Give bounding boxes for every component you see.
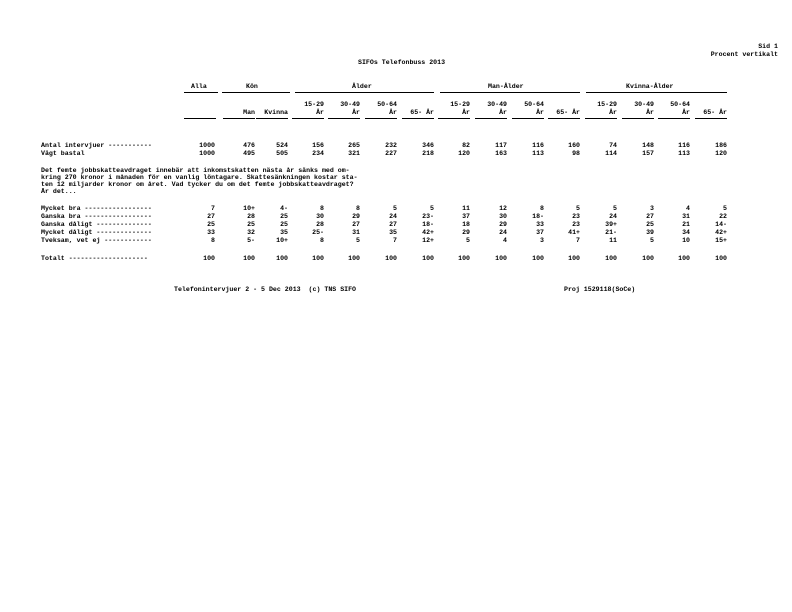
- response-row-label: Tveksam, vet ej ------------: [41, 237, 152, 244]
- response-cell: 24: [499, 229, 507, 236]
- footer-left: Telefonintervjuer 2 - 5 Dec 2013 (c) TNS SIFO: [174, 286, 357, 293]
- response-cell: 23: [572, 213, 580, 220]
- count-cell: 163: [495, 150, 507, 157]
- response-cell: 10+: [243, 205, 255, 212]
- column-header-label: 65- År: [556, 109, 580, 116]
- count-cell: 186: [715, 142, 727, 149]
- count-cell: 495: [243, 150, 255, 157]
- question-line: Är det...: [41, 188, 77, 195]
- count-cell: 232: [385, 142, 397, 149]
- column-header-label: Man: [243, 109, 255, 116]
- report-title: SIFOs Telefonbuss 2013: [358, 59, 446, 66]
- column-rule: [184, 118, 216, 119]
- count-cell: 148: [642, 142, 654, 149]
- response-cell: 24: [389, 213, 397, 220]
- response-cell: 30: [499, 213, 507, 220]
- response-cell: 5: [430, 205, 434, 212]
- response-cell: 7: [576, 237, 580, 244]
- column-rule: [585, 118, 617, 119]
- count-cell: 227: [385, 150, 397, 157]
- column-header-label: År: [682, 109, 690, 116]
- column-header-age: 30-49: [634, 101, 654, 108]
- response-cell: 27: [352, 221, 360, 228]
- response-cell: 3: [540, 237, 544, 244]
- column-header-label: År: [316, 109, 324, 116]
- column-header-label: År: [499, 109, 507, 116]
- response-cell: 18-: [422, 221, 434, 228]
- group-rule-man-alder: [440, 92, 580, 93]
- response-cell: 25: [247, 221, 255, 228]
- response-cell: 25: [280, 213, 288, 220]
- response-cell: 39: [646, 229, 654, 236]
- measure-label: Procent vertikalt: [710, 51, 778, 58]
- response-cell: 27: [646, 213, 654, 220]
- response-cell: 15+: [715, 237, 727, 244]
- response-cell: 29: [352, 213, 360, 220]
- column-header-age: 15-29: [450, 101, 470, 108]
- column-rule: [695, 118, 727, 119]
- column-rule: [402, 118, 434, 119]
- column-rule: [512, 118, 544, 119]
- count-cell: 117: [495, 142, 507, 149]
- response-cell: 37: [462, 213, 470, 220]
- response-cell: 23-: [422, 213, 434, 220]
- response-cell: 14-: [715, 221, 727, 228]
- column-header-label: Kvinna: [264, 109, 288, 116]
- count-cell: 1000: [199, 142, 215, 149]
- count-cell: 476: [243, 142, 255, 149]
- total-cell: 100: [495, 255, 507, 262]
- response-cell: 5: [466, 237, 470, 244]
- response-cell: 24: [609, 213, 617, 220]
- group-rule-kvinna-alder: [586, 92, 727, 93]
- column-header-label: År: [462, 109, 470, 116]
- count-cell: 157: [642, 150, 654, 157]
- column-header-label: År: [389, 109, 397, 116]
- response-cell: 28: [247, 213, 255, 220]
- response-cell: 27: [389, 221, 397, 228]
- response-cell: 5: [393, 205, 397, 212]
- response-cell: 41+: [568, 229, 580, 236]
- response-cell: 5: [723, 205, 727, 212]
- total-cell: 100: [276, 255, 288, 262]
- response-cell: 34: [682, 229, 690, 236]
- column-header-age: 50-64: [670, 101, 690, 108]
- response-cell: 7: [211, 205, 215, 212]
- response-cell: 12: [499, 205, 507, 212]
- count-cell: 116: [532, 142, 544, 149]
- total-cell: 100: [348, 255, 360, 262]
- count-cell: 116: [678, 142, 690, 149]
- column-header-label: 65- År: [703, 109, 727, 116]
- total-cell: 100: [385, 255, 397, 262]
- response-cell: 22: [719, 213, 727, 220]
- count-cell: 82: [462, 142, 470, 149]
- response-cell: 8: [320, 237, 324, 244]
- total-cell: 100: [422, 255, 434, 262]
- count-cell: 120: [458, 150, 470, 157]
- count-row-label: Antal intervjuer -----------: [41, 142, 152, 149]
- column-rule: [328, 118, 360, 119]
- count-cell: 1000: [199, 150, 215, 157]
- column-rule: [622, 118, 654, 119]
- response-cell: 8: [211, 237, 215, 244]
- total-cell: 100: [678, 255, 690, 262]
- response-cell: 4-: [280, 205, 288, 212]
- response-cell: 8: [320, 205, 324, 212]
- column-rule: [658, 118, 690, 119]
- total-cell: 100: [568, 255, 580, 262]
- column-header-age: 50-64: [377, 101, 397, 108]
- response-cell: 21-: [605, 229, 617, 236]
- total-cell: 100: [642, 255, 654, 262]
- response-cell: 4: [503, 237, 507, 244]
- response-cell: 31: [682, 213, 690, 220]
- group-rule-kon: [222, 92, 290, 93]
- count-row-label: Vägt bastal: [41, 150, 85, 157]
- response-row-label: Mycket dåligt --------------: [41, 229, 152, 236]
- column-header-age: 30-49: [487, 101, 507, 108]
- group-rule-alder: [295, 92, 434, 93]
- response-cell: 30: [316, 213, 324, 220]
- column-header-age: 15-29: [597, 101, 617, 108]
- total-cell: 100: [605, 255, 617, 262]
- response-cell: 18: [462, 221, 470, 228]
- total-row-label: Totalt --------------------: [41, 255, 148, 262]
- question-line: Det femte jobbskatteavdraget innebär att inkomstskatten nästa år sänks med om-: [41, 167, 350, 174]
- response-cell: 5: [576, 205, 580, 212]
- total-cell: 100: [243, 255, 255, 262]
- response-cell: 3: [650, 205, 654, 212]
- count-cell: 524: [276, 142, 288, 149]
- response-cell: 28: [316, 221, 324, 228]
- count-cell: 346: [422, 142, 434, 149]
- count-cell: 265: [348, 142, 360, 149]
- response-cell: 33: [207, 229, 215, 236]
- count-cell: 113: [532, 150, 544, 157]
- count-cell: 113: [678, 150, 690, 157]
- column-rule: [365, 118, 397, 119]
- column-rule: [292, 118, 324, 119]
- column-header-label: År: [536, 109, 544, 116]
- total-cell: 100: [532, 255, 544, 262]
- response-cell: 29: [499, 221, 507, 228]
- count-cell: 98: [572, 150, 580, 157]
- column-header-age: 50-64: [524, 101, 544, 108]
- response-cell: 7: [393, 237, 397, 244]
- response-cell: 32: [247, 229, 255, 236]
- count-cell: 218: [422, 150, 434, 157]
- count-cell: 160: [568, 142, 580, 149]
- response-cell: 35: [389, 229, 397, 236]
- response-cell: 5: [613, 205, 617, 212]
- column-rule: [223, 118, 255, 119]
- column-header-label: År: [609, 109, 617, 116]
- response-row-label: Mycket bra -----------------: [41, 205, 152, 212]
- response-cell: 8: [356, 205, 360, 212]
- footer-right: Proj 1529118(SoCe): [564, 286, 636, 293]
- response-cell: 39+: [605, 221, 617, 228]
- count-cell: 114: [605, 150, 617, 157]
- response-cell: 25-: [312, 229, 324, 236]
- response-cell: 10: [682, 237, 690, 244]
- response-cell: 35: [280, 229, 288, 236]
- column-header-label: 65- År: [410, 109, 434, 116]
- response-cell: 21: [682, 221, 690, 228]
- column-header-age: 30-49: [340, 101, 360, 108]
- response-cell: 37: [536, 229, 544, 236]
- response-cell: 12+: [422, 237, 434, 244]
- response-cell: 11: [609, 237, 617, 244]
- response-cell: 42+: [422, 229, 434, 236]
- response-cell: 27: [207, 213, 215, 220]
- question-line: kring 270 kronor i månaden för en vanlig löntagare. Skattesänkningen kostar sta-: [41, 174, 358, 181]
- question-line: ten 12 miljarder kronor om året. Vad tycker du om det femte jobbskatteavdraget?: [41, 181, 354, 188]
- total-cell: 100: [715, 255, 727, 262]
- column-header-label: År: [646, 109, 654, 116]
- response-cell: 5: [356, 237, 360, 244]
- page-number: Sid 1: [758, 43, 778, 50]
- count-cell: 156: [312, 142, 324, 149]
- group-alder: Ålder: [352, 83, 372, 90]
- count-cell: 321: [348, 150, 360, 157]
- response-cell: 23: [572, 221, 580, 228]
- total-cell: 100: [203, 255, 215, 262]
- response-cell: 33: [536, 221, 544, 228]
- column-header-label: År: [352, 109, 360, 116]
- response-cell: 25: [207, 221, 215, 228]
- group-alla: Alla: [191, 83, 207, 90]
- response-row-label: Ganska dåligt --------------: [41, 221, 152, 228]
- column-rule: [438, 118, 470, 119]
- count-cell: 234: [312, 150, 324, 157]
- response-cell: 5-: [247, 237, 255, 244]
- total-cell: 100: [458, 255, 470, 262]
- response-cell: 8: [540, 205, 544, 212]
- column-rule: [256, 118, 288, 119]
- response-cell: 29: [462, 229, 470, 236]
- response-cell: 25: [646, 221, 654, 228]
- count-cell: 74: [609, 142, 617, 149]
- group-rule-alla: [184, 92, 218, 93]
- count-cell: 505: [276, 150, 288, 157]
- response-cell: 5: [650, 237, 654, 244]
- response-row-label: Ganska bra -----------------: [41, 213, 152, 220]
- count-cell: 120: [715, 150, 727, 157]
- response-cell: 42+: [715, 229, 727, 236]
- column-header-age: 15-29: [304, 101, 324, 108]
- response-cell: 18-: [532, 213, 544, 220]
- column-rule: [548, 118, 580, 119]
- total-cell: 100: [312, 255, 324, 262]
- group-man-alder: Man-Ålder: [488, 83, 524, 90]
- column-rule: [475, 118, 507, 119]
- group-kon: Kön: [246, 83, 258, 90]
- response-cell: 11: [462, 205, 470, 212]
- response-cell: 4: [686, 205, 690, 212]
- response-cell: 10+: [276, 237, 288, 244]
- group-kvinna-alder: Kvinna-Ålder: [626, 83, 674, 90]
- response-cell: 31: [352, 229, 360, 236]
- response-cell: 25: [280, 221, 288, 228]
